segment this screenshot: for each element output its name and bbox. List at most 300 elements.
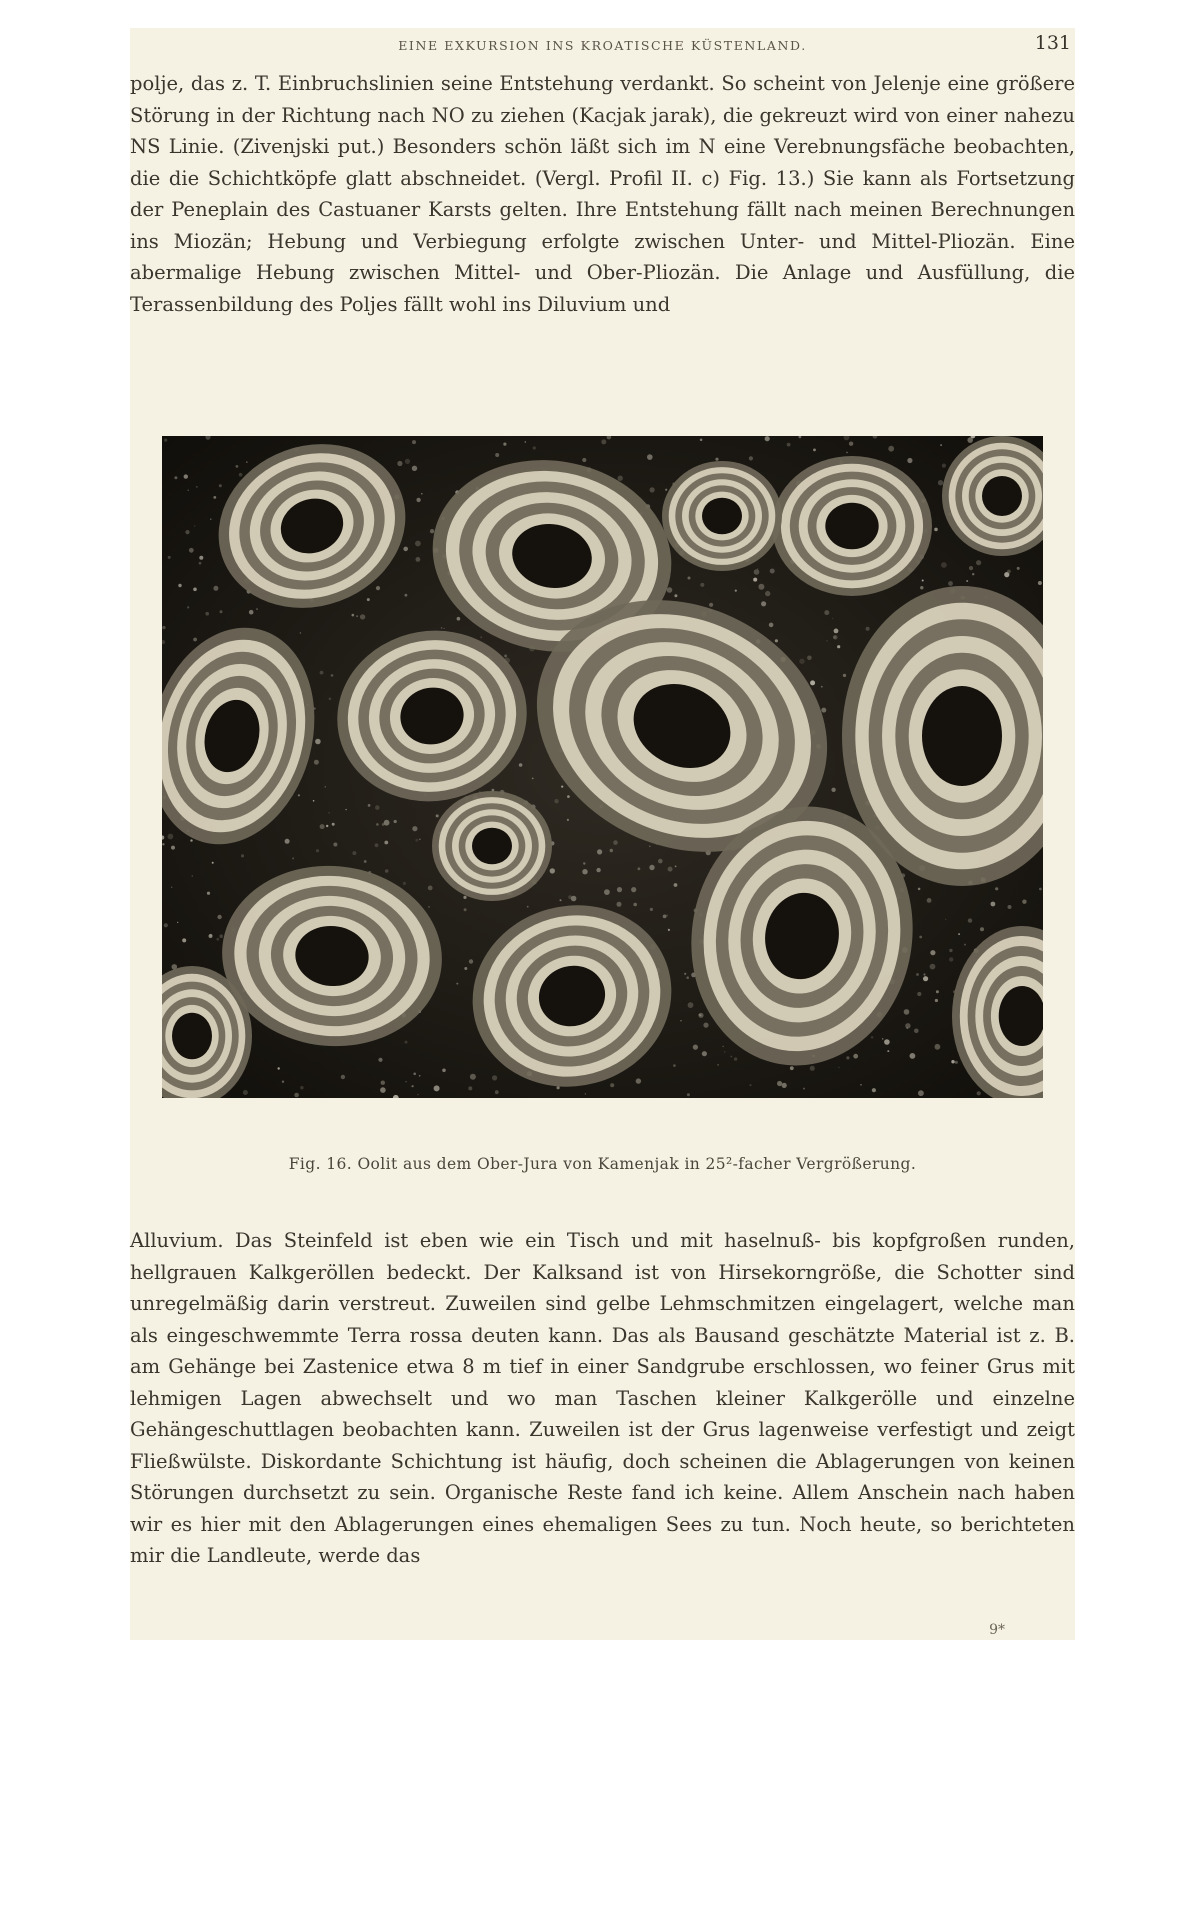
matrix-speck [417,1094,418,1095]
matrix-speck [212,862,214,864]
matrix-speck [187,606,189,608]
matrix-speck [1038,581,1042,585]
matrix-speck [923,973,925,975]
matrix-speck [821,708,826,713]
matrix-speck [846,1056,849,1059]
matrix-speck [649,865,654,870]
matrix-speck [470,1074,476,1080]
matrix-speck [376,823,379,826]
matrix-speck [495,1090,499,1094]
matrix-speck [464,908,467,911]
matrix-speck [405,459,410,464]
matrix-speck [168,556,171,559]
matrix-speck [444,628,445,629]
matrix-speck [190,839,192,841]
matrix-speck [174,476,177,479]
matrix-speck [419,1075,421,1077]
matrix-speck [415,839,418,842]
matrix-speck [722,1046,723,1047]
matrix-speck [821,686,823,688]
matrix-speck [380,1087,386,1093]
matrix-speck [831,788,835,792]
matrix-speck [693,1045,698,1050]
matrix-speck [687,1093,690,1096]
matrix-speck [976,560,981,565]
matrix-speck [282,1081,284,1083]
matrix-speck [412,466,417,471]
matrix-speck [314,760,319,765]
matrix-speck [292,857,294,859]
matrix-speck [949,949,952,952]
matrix-speck [326,825,328,827]
matrix-speck [213,586,218,591]
ooid [662,461,782,571]
matrix-speck [674,883,678,887]
matrix-speck [428,906,430,908]
matrix-speck [675,866,677,868]
matrix-speck [219,484,222,487]
matrix-speck [381,1081,385,1085]
matrix-speck [239,473,243,477]
matrix-speck [246,461,248,463]
matrix-speck [329,812,330,813]
matrix-speck [405,1041,408,1044]
matrix-speck [367,598,370,601]
matrix-speck [360,614,365,619]
matrix-speck [554,799,558,803]
matrix-speck [582,458,586,462]
matrix-speck [199,562,202,565]
matrix-speck [412,440,416,444]
matrix-speck [703,1023,708,1028]
matrix-speck [567,795,570,798]
matrix-speck [333,843,337,847]
matrix-speck [278,1067,280,1069]
matrix-speck [503,443,506,446]
matrix-speck [940,444,942,446]
matrix-speck [241,854,244,857]
matrix-speck [916,973,919,976]
matrix-speck [638,867,641,870]
matrix-speck [356,615,358,617]
matrix-speck [532,778,534,780]
matrix-speck [866,627,870,631]
matrix-speck [667,587,673,593]
matrix-speck [178,584,181,587]
matrix-speck [428,886,433,891]
matrix-speck [164,439,167,442]
matrix-speck [298,794,300,796]
matrix-speck [504,655,507,658]
matrix-speck [567,819,569,821]
matrix-speck [688,577,691,580]
matrix-speck [777,1081,782,1086]
running-title: EINE EXKURSION INS KROATISCHE KÜSTENLAND. [398,38,807,53]
matrix-speck [923,976,928,981]
matrix-speck [860,1084,862,1086]
matrix-speck [636,1078,641,1083]
matrix-speck [668,867,673,872]
matrix-speck [415,541,421,547]
matrix-speck [300,1086,303,1089]
matrix-speck [918,1090,924,1096]
figure-caption: Fig. 16. Oolit aus dem Ober-Jura von Kamenjak in 25²-facher Vergrößerung. [288,1155,917,1173]
matrix-speck [213,496,216,499]
matrix-speck [441,627,443,629]
matrix-speck [610,849,613,852]
matrix-speck [680,1020,681,1021]
ooid-ring [185,1028,198,1044]
matrix-speck [210,519,211,520]
matrix-speck [582,869,587,874]
matrix-speck [604,889,610,895]
matrix-speck [430,529,434,533]
sheet-signature: 9* [989,1622,1005,1638]
matrix-speck [294,1093,299,1098]
matrix-speck [968,918,972,922]
matrix-speck [405,594,408,597]
matrix-speck [421,493,423,495]
matrix-speck [217,915,221,919]
matrix-speck [730,1056,732,1058]
matrix-speck [824,610,829,615]
matrix-speck [177,922,178,923]
matrix-speck [724,1051,725,1052]
matrix-speck [688,1002,694,1008]
matrix-speck [325,786,327,788]
matrix-speck [468,1086,472,1090]
matrix-speck [403,882,406,885]
matrix-speck [378,1058,382,1062]
matrix-speck [162,626,165,629]
matrix-speck [753,578,757,582]
matrix-speck [436,814,439,817]
matrix-speck [320,671,324,675]
matrix-speck [345,809,346,810]
matrix-speck [1008,905,1012,909]
matrix-speck [1022,900,1026,904]
matrix-speck [601,439,606,444]
paragraph-top: polje, das z. T. Einbruchslinien seine Entstehung verdankt. So scheint von Jelenje eine größere Störung in der Richtung nach NO zu ziehen (Kacjak jarak), die gekreuzt wird von einer nahezu NS Linie. (Zivenjski put.) Besonders schön läßt sich im N eine Verebnungsfäche beobachten, die die Schichtköpfe glatt abschneidet. (Vergl. Profil II. c) Fig. 13.) Sie kann als Fortsetzung der Peneplain des Castuaner Karsts gelten. Ihre Entstehung fällt nach meinen Berechnungen ins Miozän; Hebung und Verbiegung erfolgte zwischen Unter- und Mittel-Pliozän. Eine abermalige Hebung zwischen Mittel- und Ober-Pliozän. Die Anlage und Ausfüllung, die Terassenbildung des Poljes fällt wohl ins Diluvium und [130,72,1075,316]
matrix-speck [256,608,257,609]
matrix-speck [650,487,655,492]
matrix-speck [647,454,653,460]
matrix-speck [964,944,966,946]
matrix-speck [376,586,380,590]
matrix-speck [941,562,947,568]
matrix-speck [194,525,196,527]
matrix-speck [329,698,332,701]
matrix-speck [702,1051,707,1056]
matrix-speck [765,436,770,441]
matrix-speck [906,1027,908,1029]
matrix-speck [568,895,572,899]
matrix-speck [930,964,936,970]
matrix-speck [236,465,239,468]
matrix-speck [492,1075,497,1080]
matrix-speck [375,843,379,847]
matrix-speck [698,1013,703,1018]
matrix-speck [749,456,753,460]
matrix-speck [413,1073,416,1076]
matrix-speck [674,594,677,597]
ooid-ring [995,489,1008,502]
matrix-speck [557,1086,560,1089]
matrix-speck [709,603,713,607]
matrix-speck [803,1088,805,1090]
matrix-speck [935,1044,941,1050]
matrix-speck [991,902,996,907]
oolite-micrograph [162,436,1043,1098]
running-head [130,32,1075,60]
matrix-speck [434,1085,440,1091]
ooid [432,791,552,901]
matrix-speck [663,915,667,919]
matrix-speck [375,805,380,810]
matrix-speck [193,638,197,642]
matrix-speck [171,887,172,888]
matrix-speck [846,452,847,453]
matrix-speck [834,629,839,634]
matrix-speck [949,957,953,961]
matrix-speck [966,580,968,582]
matrix-speck [813,449,816,452]
matrix-speck [209,934,213,938]
matrix-speck [618,476,623,481]
matrix-speck [171,846,175,850]
matrix-speck [938,480,943,485]
matrix-speck [799,659,804,664]
matrix-speck [995,887,998,890]
matrix-speck [585,1093,587,1095]
matrix-speck [480,636,482,638]
matrix-speck [948,581,953,586]
matrix-speck [384,820,390,826]
matrix-speck [734,1057,737,1060]
matrix-speck [917,992,921,996]
matrix-speck [464,967,467,970]
matrix-speck [193,588,197,592]
matrix-speck [352,614,355,617]
matrix-speck [220,610,223,613]
matrix-speck [469,959,473,963]
matrix-speck [394,820,397,823]
matrix-speck [749,1084,751,1086]
matrix-speck [888,446,894,452]
ooid-ring [843,518,861,534]
matrix-speck [527,906,529,908]
matrix-speck [770,569,775,574]
matrix-speck [955,1061,958,1064]
matrix-speck [882,1038,883,1039]
matrix-speck [980,927,984,931]
matrix-speck [849,442,853,446]
matrix-speck [758,584,764,590]
matrix-speck [533,446,536,449]
matrix-speck [930,950,935,955]
page-number: 131 [1034,32,1071,54]
matrix-speck [162,843,164,845]
matrix-speck [583,862,585,864]
matrix-speck [617,902,622,907]
matrix-speck [416,498,420,502]
matrix-speck [525,441,526,442]
matrix-speck [320,824,325,829]
matrix-speck [958,933,960,935]
matrix-speck [397,461,402,466]
matrix-speck [673,1064,676,1067]
matrix-speck [972,573,974,575]
matrix-speck [216,938,219,941]
matrix-speck [769,623,774,628]
matrix-speck [790,1066,794,1070]
matrix-speck [700,583,704,587]
matrix-speck [313,800,315,802]
matrix-speck [853,1054,858,1059]
matrix-speck [184,474,188,478]
matrix-speck [384,841,388,845]
matrix-speck [666,915,668,917]
matrix-speck [219,934,223,938]
matrix-speck [457,617,461,621]
matrix-speck [1007,570,1011,574]
ooid [772,456,932,596]
ooid-ring [485,840,498,852]
matrix-speck [904,1009,910,1015]
matrix-speck [182,938,186,942]
matrix-speck [951,1060,954,1063]
matrix-speck [368,804,371,807]
matrix-speck [285,839,290,844]
matrix-speck [945,919,946,920]
matrix-speck [164,923,168,927]
matrix-speck [249,610,254,615]
matrix-speck [1039,888,1042,891]
matrix-speck [807,656,812,661]
matrix-speck [403,547,408,552]
matrix-speck [610,1083,614,1087]
matrix-speck [463,896,466,899]
matrix-speck [187,489,189,491]
matrix-speck [684,973,686,975]
matrix-speck [837,645,840,648]
oolite-micrograph-image [162,436,1043,1098]
matrix-speck [416,557,421,562]
matrix-speck [700,439,703,442]
matrix-speck [1017,567,1020,570]
matrix-speck [918,888,921,891]
matrix-speck [442,1069,446,1073]
ooid-ring [1014,1006,1030,1026]
matrix-speck [613,840,618,845]
matrix-speck [832,618,833,619]
matrix-speck [185,530,189,534]
paragraph-bottom: Alluvium. Das Steinfeld ist eben wie ein Tisch und mit haselnuß- bis kopfgroßen runden, hellgrauen Kalkgeröllen bedeckt. Der Kalksand ist von Hirsekorngröße, die Schotter sind unregelmäßig darin verstreut. Zuweilen sind gelbe Lehmschmitzen eingelagert, welche man als eingeschwemmte Terra rossa deuten kann. Das als Bausand geschätzte Material ist z. B. am Gehänge bei Zastenice etwa 8 m tief in einer Sandgrube erschlossen, wo feiner Grus mit lehmigen Lagen abwechselt und wo man Taschen kleiner Kalkgerölle und einzelne Gehängeschuttlagen beobachten kann. Zuweilen ist der Grus lagenweise verfestigt und zeigt Fließwülste. Diskordante Schichtung ist häufig, doch scheinen die Ablagerungen von keinen Störungen durchsetzt zu sein. Organische Reste fand ich keine. Allem Anschein nach haben wir es hier mit den Ablagerungen eines ehemaligen Sees zu tun. Noch heute, so berichteten mir die Landleute, werde das [130,1229,1075,1567]
matrix-speck [775,639,778,642]
matrix-speck [754,569,760,575]
matrix-speck [168,834,174,840]
matrix-speck [910,1053,916,1059]
matrix-speck [872,1088,876,1092]
matrix-speck [919,936,922,939]
matrix-speck [887,1050,889,1052]
matrix-speck [927,898,932,903]
matrix-speck [810,1066,815,1071]
matrix-speck [352,851,356,855]
matrix-speck [838,1067,840,1069]
matrix-speck [761,601,766,606]
matrix-speck [810,680,815,685]
matrix-speck [686,976,689,979]
matrix-speck [658,859,663,864]
matrix-speck [920,586,923,589]
matrix-speck [189,548,194,553]
matrix-speck [833,635,837,639]
matrix-speck [495,453,499,457]
matrix-speck [782,1083,787,1088]
matrix-speck [907,458,912,463]
matrix-speck [192,875,194,877]
matrix-speck [419,839,421,841]
matrix-speck [550,868,555,873]
matrix-speck [300,632,301,633]
matrix-speck [922,580,924,582]
matrix-speck [934,528,938,532]
matrix-speck [668,929,670,931]
book-page [130,28,1075,1640]
matrix-speck [905,1023,910,1028]
matrix-speck [936,990,939,993]
matrix-speck [316,849,319,852]
ooid-ring [715,510,728,522]
matrix-speck [331,674,334,677]
matrix-speck [717,1064,719,1066]
matrix-speck [205,612,209,616]
matrix-speck [650,908,653,911]
matrix-speck [665,489,667,491]
matrix-speck [617,887,622,892]
matrix-speck [315,739,321,745]
matrix-speck [735,590,737,592]
matrix-speck [456,983,458,985]
matrix-speck [942,464,946,468]
matrix-speck [479,791,480,792]
matrix-speck [412,826,417,831]
matrix-speck [871,1036,874,1039]
matrix-speck [405,1081,406,1082]
matrix-speck [631,887,636,892]
matrix-speck [243,1090,248,1095]
matrix-speck [196,486,198,488]
matrix-speck [560,899,562,901]
matrix-speck [765,591,770,596]
matrix-speck [341,1075,345,1079]
matrix-speck [914,1029,919,1034]
matrix-speck [561,786,563,788]
matrix-speck [412,1085,414,1087]
matrix-speck [519,763,523,767]
matrix-speck [385,869,389,873]
matrix-speck [199,556,203,560]
matrix-speck [207,892,210,895]
matrix-speck [935,999,938,1002]
matrix-speck [977,1091,981,1095]
ooid-ring [949,719,976,752]
matrix-speck [649,846,651,848]
matrix-speck [969,566,973,570]
matrix-speck [332,823,335,826]
matrix-speck [596,868,600,872]
